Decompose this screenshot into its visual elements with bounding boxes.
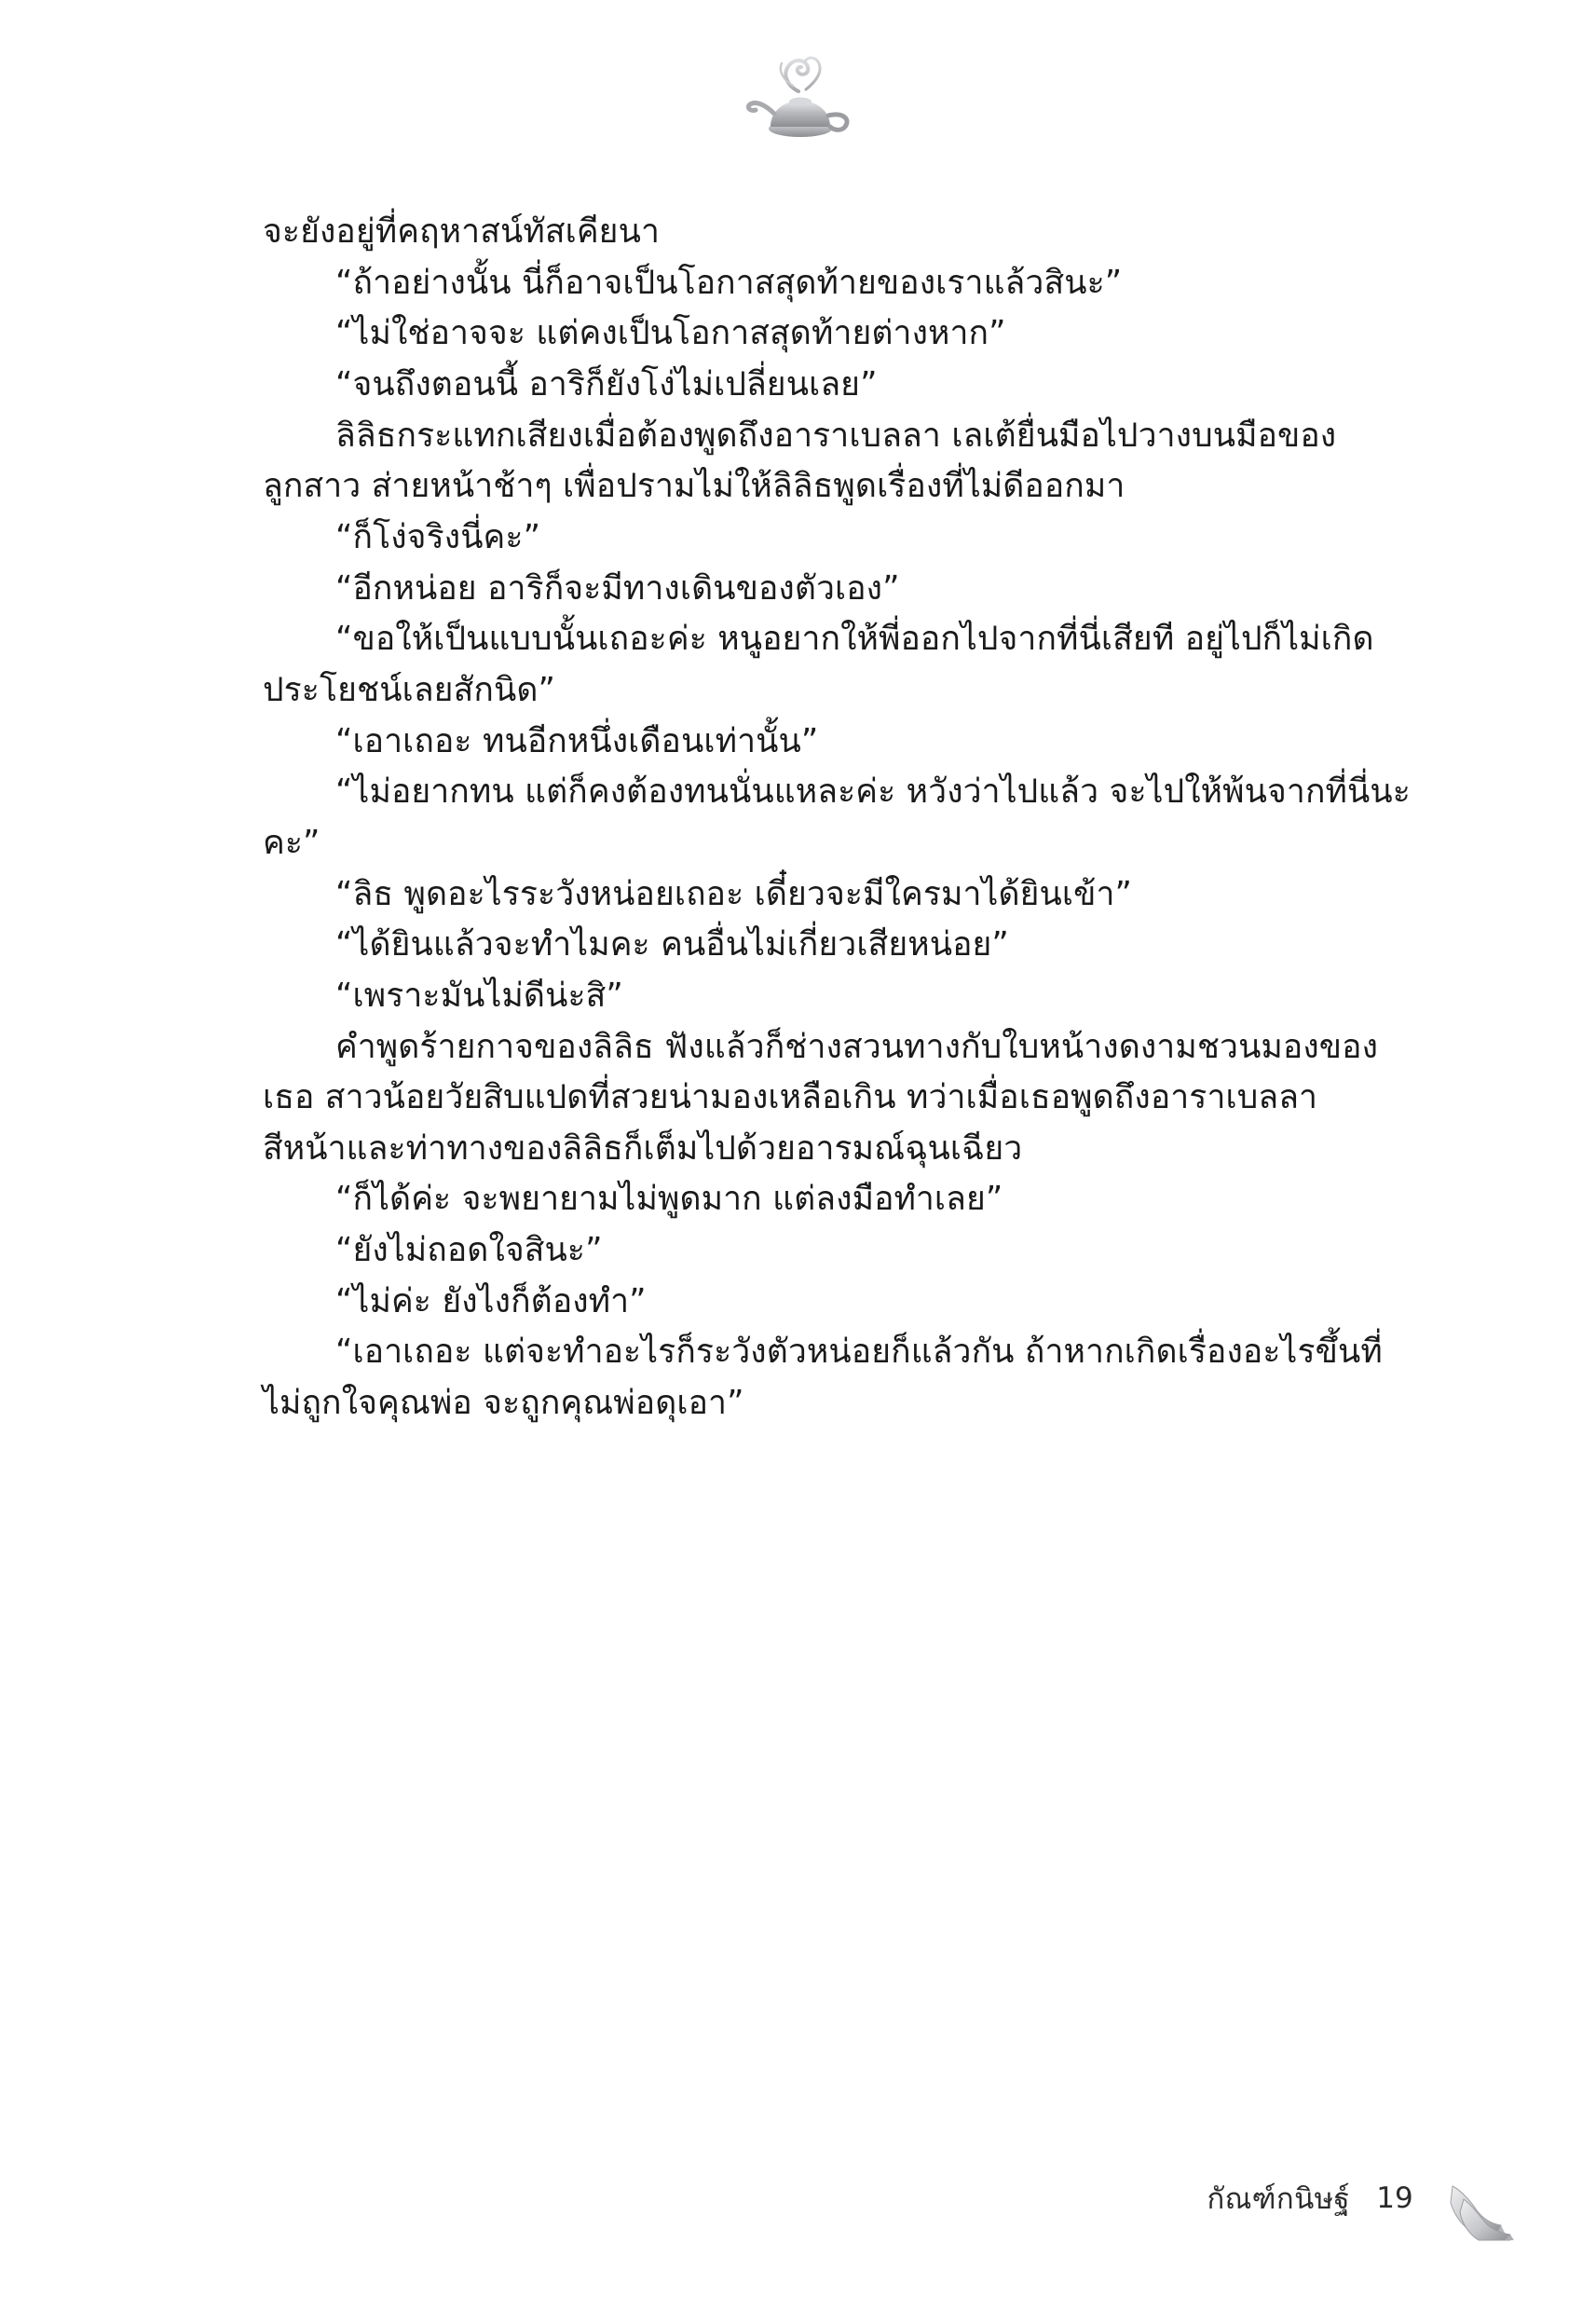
paragraph: “ลิธ พูดอะไรระวังหน่อยเถอะ เดี๋ยวจะมีใครมาได้ยินเข้า” — [335, 874, 1133, 913]
page-number: 19 — [1376, 2181, 1413, 2215]
paragraph: “เอาเถอะ ทนอีกหนึ่งเดือนเท่านั้น” — [335, 721, 819, 760]
paragraph: “ไม่ใช่อาจจะ แต่คงเป็นโอกาสสุดท้ายต่างหาก” — [335, 314, 1006, 353]
page-body-text — [263, 207, 1411, 1429]
genie-lamp-ornament-icon — [0, 48, 1596, 151]
paragraph: “ก็โง่จริงนี่คะ” — [335, 517, 541, 556]
paragraph: “ขอให้เป็นแบบนั้นเถอะค่ะ หนูอยากให้พี่ออกไปจากที่นี่เสียที อยู่ไปก็ไม่เกิดประโยชน์เลยสักนิด” — [263, 620, 1374, 709]
paragraph: จะยังอยู่ที่คฤหาสน์ทัสเคียนา — [263, 212, 660, 251]
paragraph: “ไม่อยากทน แต่ก็คงต้องทนนั่นแหละค่ะ หวังว่าไปแล้ว จะไปให้พ้นจากที่นี่นะคะ” — [263, 773, 1411, 862]
paragraph: “ไม่ค่ะ ยังไงก็ต้องทำ” — [335, 1281, 647, 1320]
paragraph: “อีกหน่อย อาริก็จะมีทางเดินของตัวเอง” — [335, 568, 900, 608]
high-heel-shoes-icon — [1432, 2158, 1521, 2248]
paragraph: “ได้ยินแล้วจะทำไมคะ คนอื่นไม่เกี่ยวเสียหน่อย” — [335, 925, 1009, 964]
page-footer — [1207, 2175, 1413, 2222]
paragraph: “จนถึงตอนนี้ อาริก็ยังโง่ไม่เปลี่ยนเลย” — [335, 364, 878, 403]
footer-author-name: กัณฑ์กนิษฐ์ — [1207, 2182, 1350, 2216]
paragraph: “เพราะมันไม่ดีน่ะสิ” — [335, 976, 623, 1015]
paragraph: ลิลิธกระแทกเสียงเมื่อต้องพูดถึงอาราเบลลา เลเต้ยื่นมือไปวางบนมือของลูกสาว ส่ายหน้าช้าๆ เพื่อปรามไม่ให้ลิลิธพูดเรื่องที่ไม่ดีออกมา — [263, 416, 1337, 506]
paragraph: คำพูดร้ายกาจของลิลิธ ฟังแล้วก็ช่างสวนทางกับใบหน้างดงามชวนมองของเธอ สาวน้อยวัยสิบแปดที่สวยน่ามองเหลือเกิน ทว่าเมื่อเธอพูดถึงอาราเบลลา สีหน้าและท่าทางของลิลิธก็เต็มไปด้วยอารมณ์ฉุนเฉียว — [263, 1027, 1379, 1168]
paragraph: “ก็ได้ค่ะ จะพยายามไม่พูดมาก แต่ลงมือทำเลย” — [335, 1180, 1003, 1219]
paragraph: “ยังไม่ถอดใจสินะ” — [335, 1231, 603, 1270]
paragraph: “ถ้าอย่างนั้น นี่ก็อาจเป็นโอกาสสุดท้ายของเราแล้วสินะ” — [335, 263, 1123, 302]
paragraph: “เอาเถอะ แต่จะทำอะไรก็ระวังตัวหน่อยก็แล้วกัน ถ้าหากเกิดเรื่องอะไรขึ้นที่ไม่ถูกใจคุณพ่อ จะถูกคุณพ่อดุเอา” — [263, 1333, 1383, 1423]
